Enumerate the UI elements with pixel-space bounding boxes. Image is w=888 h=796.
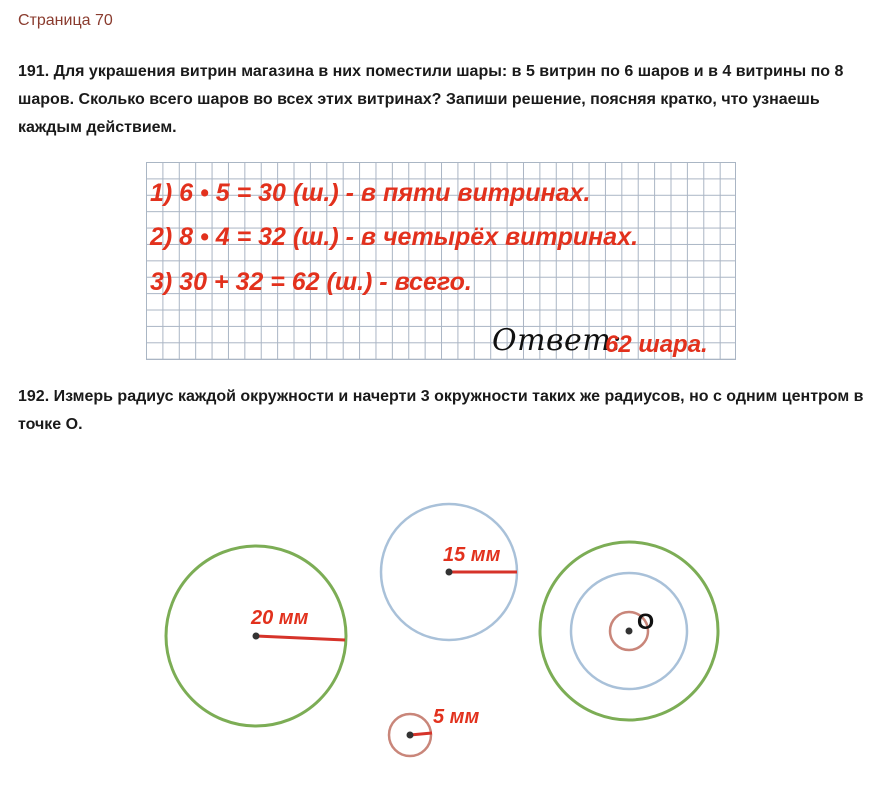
circle-5mm: [389, 706, 479, 756]
circle-20mm-center: [253, 633, 260, 640]
circle-20mm-label: 20 мм: [251, 607, 309, 629]
circle-20mm: [166, 546, 346, 726]
concentric-circles: [540, 542, 718, 720]
solution-step-3: 3) 30 + 32 = 62 (ш.) - всего.: [150, 268, 472, 296]
circle-15mm: [381, 504, 517, 640]
circle-15mm-label: 15 мм: [443, 544, 501, 566]
center-o-label: О: [637, 609, 655, 634]
circle-5mm-center: [407, 732, 414, 739]
answer-value: 62 шара.: [605, 331, 708, 358]
page-header: Страница 70: [18, 12, 113, 29]
circle-5mm-label: 5 мм: [433, 706, 480, 728]
circle-15mm-center: [446, 569, 453, 576]
circle-20mm-radius: [256, 636, 345, 640]
task-191-text: 191. Для украшения витрин магазина в них поместили шары: в 5 витрин по 6 шаров и в 4 витрины по 8 шаров. Сколько всего шаров во всех этих витринах? Запиши решение, поясняя кратко, что узнаешь каждым действием.: [18, 63, 844, 136]
center-o-point: [626, 628, 633, 635]
solution-step-2: 2) 8 • 4 = 32 (ш.) - в четырёх витринах.: [150, 223, 639, 251]
task-192-text: 192. Измерь радиус каждой окружности и начерти 3 окружности таких же радиусов, но с одним центром в точке О.: [18, 388, 864, 433]
solution-step-1: 1) 6 • 5 = 30 (ш.) - в пяти витринах.: [150, 179, 591, 207]
answer-label: Ответ:: [492, 323, 622, 358]
